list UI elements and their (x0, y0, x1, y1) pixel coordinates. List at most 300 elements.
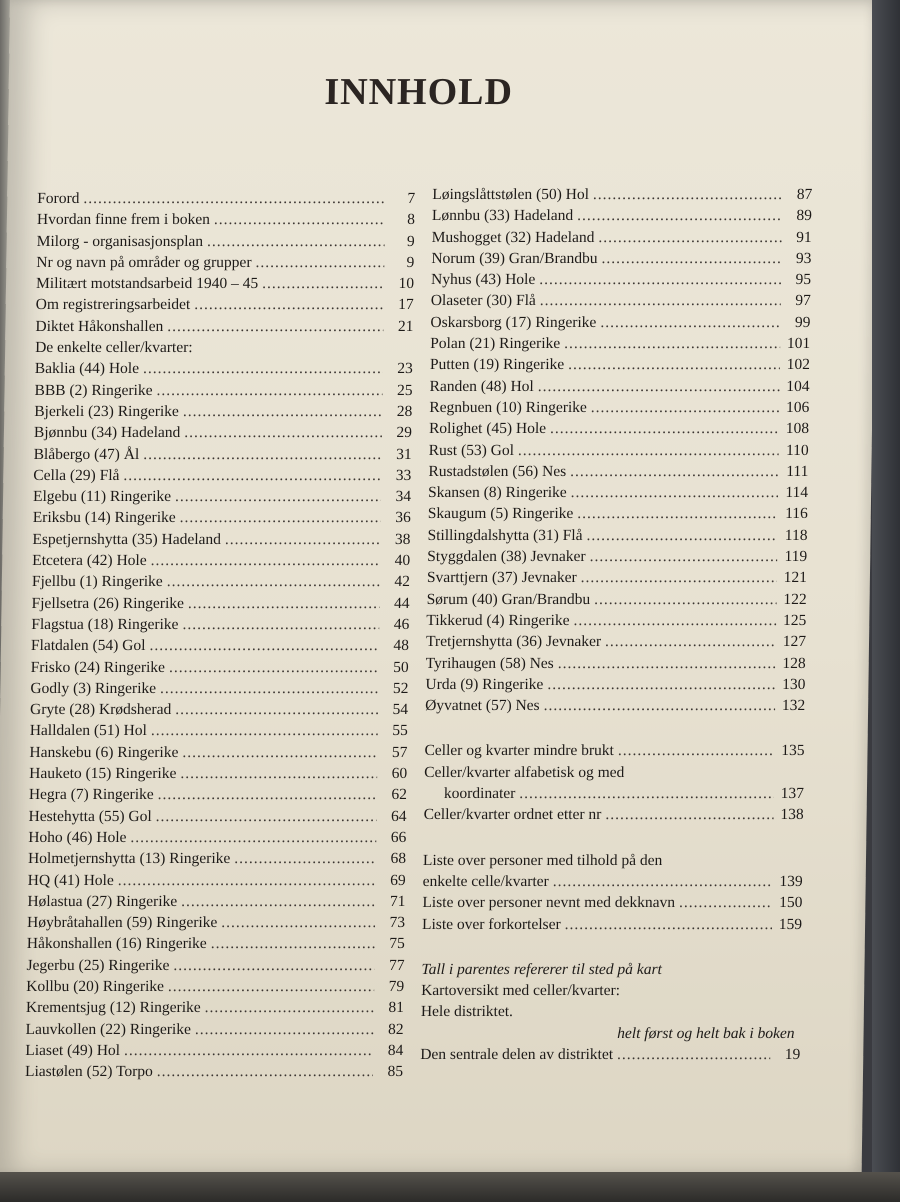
leader-dots (553, 871, 773, 892)
toc-page-number: 75 (389, 935, 405, 953)
leader-dots (123, 465, 381, 486)
toc-page-number: 111 (786, 462, 809, 480)
toc-label: Håkonshallen (16) Ringerike (26, 935, 207, 953)
toc-label: Bjerkeli (23) Ringerike (34, 402, 179, 420)
toc-page-number: 19 (784, 1045, 801, 1063)
toc-entry (425, 695, 805, 716)
toc-entry (26, 997, 404, 1018)
toc-label: Milorg - organisasjonsplan (36, 232, 204, 250)
toc-label: Regnbuen (10) Ringerike (429, 398, 587, 416)
toc-page-number: 73 (389, 914, 406, 932)
toc-label: Randen (48) Hol (429, 377, 534, 395)
toc-page-number: 54 (392, 701, 409, 719)
leader-dots (180, 763, 377, 784)
toc-entry (32, 529, 410, 550)
leader-dots (221, 912, 375, 933)
toc-entry-forkortelser (422, 914, 802, 935)
toc-label: Jegerbu (25) Ringerike (26, 956, 170, 974)
toc-entry (432, 184, 812, 205)
toc-label: HQ (41) Hole (27, 871, 114, 889)
toc-entry (30, 678, 408, 699)
toc-entry (431, 290, 811, 311)
toc-label: Svarttjern (37) Jevnaker (426, 569, 577, 587)
toc-entry (427, 567, 807, 588)
toc-entry (36, 231, 414, 252)
toc-page-number: 68 (390, 850, 407, 868)
toc-label: Liste over personer nevnt med dekknavn (422, 894, 676, 912)
toc-entry (31, 635, 409, 656)
leader-dots (234, 848, 376, 869)
leader-dots (207, 231, 385, 252)
toc-page-number: 57 (391, 743, 408, 761)
toc-page-number: 108 (785, 420, 810, 438)
toc-page-number: 104 (786, 377, 810, 395)
toc-entry (429, 397, 809, 418)
leader-dots (618, 740, 775, 761)
leader-dots (570, 461, 779, 482)
toc-entry (31, 657, 409, 678)
spacer (425, 716, 805, 730)
toc-label: Skansen (8) Ringerike (428, 484, 567, 502)
toc-entry (425, 674, 805, 695)
leader-dots (593, 184, 783, 205)
leader-dots (577, 205, 782, 226)
toc-page-number: 34 (395, 488, 412, 506)
toc-entry-personer-line1 (423, 850, 803, 871)
toc-label: Skaugum (5) Ringerike (427, 505, 574, 523)
toc-page-number: 159 (778, 915, 803, 933)
toc-entry-alfabetisk-line2 (424, 783, 804, 804)
leader-dots (150, 550, 380, 571)
toc-page-number: 132 (781, 697, 806, 715)
toc-page-number: 138 (780, 806, 804, 824)
toc-entry-personer-line2 (423, 871, 803, 892)
toc-entry (25, 1061, 403, 1082)
toc-page-number: 102 (786, 356, 811, 374)
toc-label: Celler/kvarter ordnet etter nr (423, 806, 602, 824)
toc-page-number: 38 (394, 530, 411, 548)
leader-dots (605, 631, 776, 652)
toc-label: Flatdalen (54) Gol (30, 637, 146, 655)
toc-page-number: 121 (783, 569, 808, 587)
toc-entry (28, 827, 406, 848)
toc-page-number: 48 (393, 637, 410, 655)
leader-dots (538, 376, 780, 397)
leader-dots (151, 720, 378, 741)
toc-entry (31, 614, 409, 635)
toc-entry (36, 252, 414, 273)
toc-entry-hele (421, 1001, 801, 1022)
toc-entry (25, 1019, 403, 1040)
toc-entry (432, 227, 812, 248)
leader-dots (594, 589, 777, 610)
toc-page-number: 21 (397, 317, 414, 335)
toc-entry (431, 248, 811, 269)
toc-label: Tretjernshytta (36) Jevnaker (425, 633, 602, 651)
toc-page-number: 91 (796, 228, 812, 246)
toc-entry (429, 418, 809, 439)
toc-page-number: 55 (392, 722, 408, 740)
note-text: Tall i parentes refererer til sted på kart (421, 960, 662, 978)
toc-entry-dekknavn (422, 892, 802, 913)
toc-label: Rust (53) Gol (428, 441, 515, 459)
leader-dots (175, 486, 381, 507)
leader-dots (173, 955, 374, 976)
toc-entry (428, 503, 808, 524)
leader-dots (205, 997, 375, 1018)
toc-label: Flagstua (18) Ringerike (31, 615, 179, 633)
leader-dots (558, 653, 776, 674)
toc-page-number: 150 (779, 894, 803, 912)
toc-label: Olaseter (30) Flå (430, 292, 536, 310)
leader-dots (591, 397, 780, 418)
toc-right-column (420, 184, 812, 1065)
toc-page-number: 119 (784, 548, 808, 566)
toc-entry (431, 269, 811, 290)
leader-dots (168, 976, 375, 997)
toc-label: Hoho (46) Hole (28, 828, 127, 846)
toc-label: Gryte (28) Krødsherad (29, 701, 172, 719)
toc-page-number: 130 (782, 675, 806, 693)
leader-dots (83, 188, 385, 209)
toc-label: Liste over personer med tilhold på den (422, 851, 663, 869)
toc-label: Krementsjug (12) Ringerike (25, 999, 201, 1017)
leader-dots (598, 227, 782, 248)
leader-dots (156, 380, 382, 401)
toc-entry (429, 440, 809, 461)
toc-label: Frisko (24) Ringerike (30, 658, 166, 676)
toc-label: Om registreringsarbeidet (35, 296, 191, 314)
toc-entry (428, 482, 808, 503)
toc-page-number: 101 (786, 335, 811, 353)
toc-page-number: 81 (388, 999, 405, 1017)
toc-entry (36, 294, 414, 315)
toc-page-number: 127 (782, 633, 807, 651)
toc-page-number: 69 (390, 871, 406, 889)
toc-page-number: 50 (393, 658, 409, 676)
toc-label: Espetjernshytta (35) Hadeland (32, 530, 222, 548)
leader-dots (157, 1061, 374, 1082)
toc-label: Norum (39) Gran/Brandbu (431, 249, 598, 267)
toc-page-number: 66 (390, 828, 407, 846)
leader-dots (182, 742, 377, 763)
toc-page-number: 77 (388, 956, 405, 974)
toc-label: koordinater (443, 785, 516, 803)
leader-dots (188, 593, 380, 614)
toc-label: Nyhus (43) Hole (430, 271, 536, 289)
leader-dots (149, 635, 379, 656)
leader-dots (679, 892, 773, 913)
leader-dots (550, 418, 779, 439)
toc-entry (426, 589, 806, 610)
toc-label: Celler/kvarter alfabetisk og med (424, 763, 625, 781)
toc-label: Bjønnbu (34) Hadeland (33, 424, 181, 442)
toc-page-number: 97 (795, 292, 811, 310)
toc-label: Celler og kvarter mindre brukt (424, 742, 615, 760)
toc-entry (28, 806, 406, 827)
toc-entry (34, 401, 412, 422)
toc-entry (29, 742, 407, 763)
leader-dots (589, 546, 777, 567)
toc-page-number: 139 (779, 872, 803, 890)
toc-page-number: 8 (407, 211, 416, 229)
leader-dots (519, 783, 774, 804)
leader-dots (175, 699, 378, 720)
toc-page-number: 60 (391, 765, 408, 783)
toc-label: Putten (19) Ringerike (429, 356, 565, 374)
toc-page-number: 99 (794, 313, 811, 331)
toc-page-number: 28 (396, 402, 413, 420)
toc-label: Lønnbu (33) Hadeland (431, 207, 574, 225)
toc-label: Mushogget (32) Hadeland (431, 228, 595, 246)
toc-page-number: 85 (387, 1063, 404, 1081)
toc-page-number: 9 (406, 232, 415, 250)
leader-dots (183, 401, 383, 422)
toc-label: Diktet Håkonshallen (35, 317, 164, 335)
background-edge-right (872, 0, 900, 1202)
leader-dots (255, 252, 384, 273)
leader-dots (547, 674, 775, 695)
toc-entry (31, 593, 409, 614)
toc-page-number: 137 (780, 785, 805, 803)
leader-dots (143, 358, 383, 379)
kartoversikt-heading (421, 980, 801, 1001)
toc-entry (27, 891, 405, 912)
toc-page-number: 79 (388, 977, 405, 995)
toc-page-number: 23 (397, 360, 413, 378)
toc-label: Lauvkollen (22) Ringerike (25, 1020, 192, 1038)
leader-dots (581, 567, 778, 588)
toc-entry (35, 358, 413, 379)
toc-page-number: 31 (396, 445, 412, 463)
leader-dots (571, 482, 779, 503)
leader-dots (225, 529, 381, 550)
toc-entry (429, 376, 809, 397)
toc-page-number: 118 (784, 526, 808, 544)
toc-page-number: 93 (795, 249, 812, 267)
toc-entry (430, 354, 810, 375)
toc-entry-mindre-brukt (424, 740, 804, 761)
toc-entry (28, 870, 406, 891)
toc-entry (427, 525, 807, 546)
toc-label: Høybråtahallen (59) Ringerike (26, 914, 218, 932)
toc-label: Halldalen (51) Hol (29, 722, 147, 740)
toc-entry (33, 486, 411, 507)
toc-page-number: 25 (396, 381, 413, 399)
toc-page-number: 7 (407, 190, 416, 207)
toc-label: Cella (29) Flå (33, 466, 120, 484)
leader-dots (539, 269, 781, 290)
toc-page-number: 17 (398, 296, 414, 314)
leader-dots (600, 312, 780, 333)
toc-left-column (25, 188, 415, 1082)
leader-dots (181, 891, 376, 912)
toc-page-number: 110 (785, 441, 809, 459)
toc-label: Tyrihaugen (58) Nes (425, 654, 554, 672)
toc-page-number: 62 (391, 786, 408, 804)
toc-label: Hvordan finne frem i boken (36, 211, 211, 229)
toc-label: Eriksbu (14) Ringerike (32, 509, 176, 527)
toc-label: Polan (21) Ringerike (430, 335, 561, 353)
leader-dots (167, 316, 383, 337)
leader-dots (167, 571, 380, 592)
toc-label: Blåbergo (47) Ål (33, 445, 140, 463)
toc-label: Liastølen (52) Torpo (24, 1063, 153, 1081)
toc-label: Hegra (7) Ringerike (28, 786, 154, 804)
toc-label: Nr og navn på områder og grupper (36, 253, 252, 271)
leader-dots (169, 657, 379, 678)
map-note (421, 959, 801, 980)
toc-label: Løingslåttstølen (50) Hol (432, 186, 590, 203)
toc-page-number: 44 (393, 594, 410, 612)
toc-page-number: 116 (785, 505, 808, 523)
toc-entry (36, 273, 414, 294)
leader-dots (601, 248, 781, 269)
leader-dots (195, 1019, 374, 1040)
toc-right-list (425, 184, 812, 716)
toc-entry (30, 720, 408, 741)
leader-dots (182, 614, 379, 635)
toc-label: Baklia (44) Hole (34, 360, 140, 378)
toc-entry (28, 848, 406, 869)
toc-entry-sentrale (420, 1044, 800, 1065)
toc-label: Hanskebu (6) Ringerike (29, 743, 179, 761)
leader-dots (605, 804, 774, 825)
toc-label: Hølastua (27) Ringerike (27, 892, 178, 910)
toc-page-number: 52 (392, 679, 409, 697)
toc-entry (33, 465, 411, 486)
toc-label: Rolighet (45) Hole (428, 420, 547, 438)
leader-dots (214, 209, 385, 230)
toc-label: Hauketo (15) Ringerike (29, 765, 177, 783)
leader-dots (184, 422, 382, 443)
toc-label: Elgebu (11) Ringerike (32, 488, 172, 506)
toc-label: Fjellbu (1) Ringerike (31, 573, 163, 591)
toc-entry (37, 188, 415, 209)
leader-dots (540, 290, 781, 311)
page-title: INNHOLD (324, 71, 514, 113)
toc-label: Godly (3) Ringerike (30, 679, 157, 697)
toc-label: Rustadstølen (56) Nes (428, 462, 567, 480)
toc-page-number: 9 (406, 253, 415, 271)
toc-page-number: 82 (388, 1020, 404, 1038)
toc-label: Sørum (40) Gran/Brandbu (426, 590, 591, 608)
toc-page-number: 125 (782, 611, 807, 629)
toc-page-number: 40 (394, 552, 411, 570)
leader-dots (564, 333, 780, 354)
toc-entry (34, 380, 412, 401)
toc-entry (26, 955, 404, 976)
toc-label: Urda (9) Ringerike (425, 675, 544, 693)
toc-entry (26, 976, 404, 997)
toc-entry (37, 209, 415, 230)
toc-label: Holmetjernshytta (13) Ringerike (27, 850, 231, 868)
toc-label: Fjellsetra (26) Ringerike (31, 594, 185, 612)
toc-entry (428, 461, 808, 482)
leader-dots (124, 1040, 374, 1061)
toc-entry (29, 784, 407, 805)
toc-label: Kartoversikt med celler/kvarter: (421, 982, 621, 1000)
leader-dots (543, 695, 775, 716)
toc-entry (32, 571, 410, 592)
toc-label: Kollbu (20) Ringerike (26, 977, 165, 995)
toc-entry (34, 444, 412, 465)
toc-label: De enkelte celler/kvarter: (35, 339, 193, 357)
toc-label: Øyvatnet (57) Nes (425, 697, 540, 715)
toc-entry (27, 912, 405, 933)
toc-entry (32, 550, 410, 571)
toc-label: Styggdalen (38) Jevnaker (427, 548, 586, 566)
toc-entry (35, 316, 413, 337)
toc-entry (426, 631, 806, 652)
toc-label: Hestehytta (55) Gol (28, 807, 152, 825)
toc-entry (27, 933, 405, 954)
toc-label: Oskarsborg (17) Ringerike (430, 313, 597, 331)
background-edge-bottom (0, 1172, 900, 1202)
toc-entry (35, 337, 413, 358)
leader-dots (565, 914, 773, 935)
toc-entry (430, 312, 810, 333)
leader-dots (143, 444, 382, 465)
leader-dots (130, 827, 376, 848)
toc-entry (25, 1040, 403, 1061)
leader-dots (586, 525, 777, 546)
toc-page-number: 64 (390, 807, 407, 825)
toc-label: Tikkerud (4) Ringerike (426, 611, 570, 629)
toc-entry (430, 333, 810, 354)
toc-page-number: 89 (796, 207, 813, 225)
leader-dots (518, 440, 779, 461)
toc-label: BBB (2) Ringerike (34, 381, 153, 399)
toc-page-number: 87 (796, 186, 813, 203)
leader-dots (568, 354, 780, 375)
leader-dots (617, 1044, 770, 1065)
toc-label: Hele distriktet. (420, 1003, 514, 1021)
leader-dots (194, 294, 384, 315)
toc-entry-ordnet (423, 804, 803, 825)
toc-page-number: 95 (795, 271, 812, 289)
toc-page-number: 42 (394, 573, 410, 591)
toc-page-number: 10 (398, 275, 415, 293)
toc-label: enkelte celle/kvarter (422, 872, 549, 890)
toc-entry (426, 610, 806, 631)
toc-entry (427, 546, 807, 567)
toc-page-number: 84 (387, 1041, 404, 1059)
leader-dots (211, 933, 375, 954)
leader-dots (160, 678, 379, 699)
toc-label: Den sentrale delen av distriktet (420, 1045, 614, 1063)
toc-entry (33, 507, 411, 528)
toc-page-number: 106 (785, 398, 810, 416)
leader-dots (577, 503, 778, 524)
toc-label: Militært motstandsarbeid 1940 – 45 (35, 275, 259, 293)
toc-label: Liaset (49) Hol (25, 1041, 121, 1059)
toc-label: Etcetera (42) Hole (32, 552, 147, 570)
leader-dots (262, 273, 384, 294)
leader-dots (573, 610, 776, 631)
toc-label: Stillingdalshytta (31) Flå (427, 526, 583, 544)
toc-entry-helt-forst: helt først og helt bak i boken (617, 1024, 795, 1042)
toc-label: Forord (37, 190, 80, 207)
toc-page-number: 33 (395, 466, 412, 484)
toc-label: Liste over forkortelser (421, 915, 561, 933)
toc-page-number: 122 (783, 590, 807, 608)
toc-page-number: 114 (785, 484, 809, 502)
toc-entry (30, 699, 408, 720)
leader-dots (158, 784, 377, 805)
toc-page-number: 128 (782, 654, 806, 672)
toc-entry (29, 763, 407, 784)
